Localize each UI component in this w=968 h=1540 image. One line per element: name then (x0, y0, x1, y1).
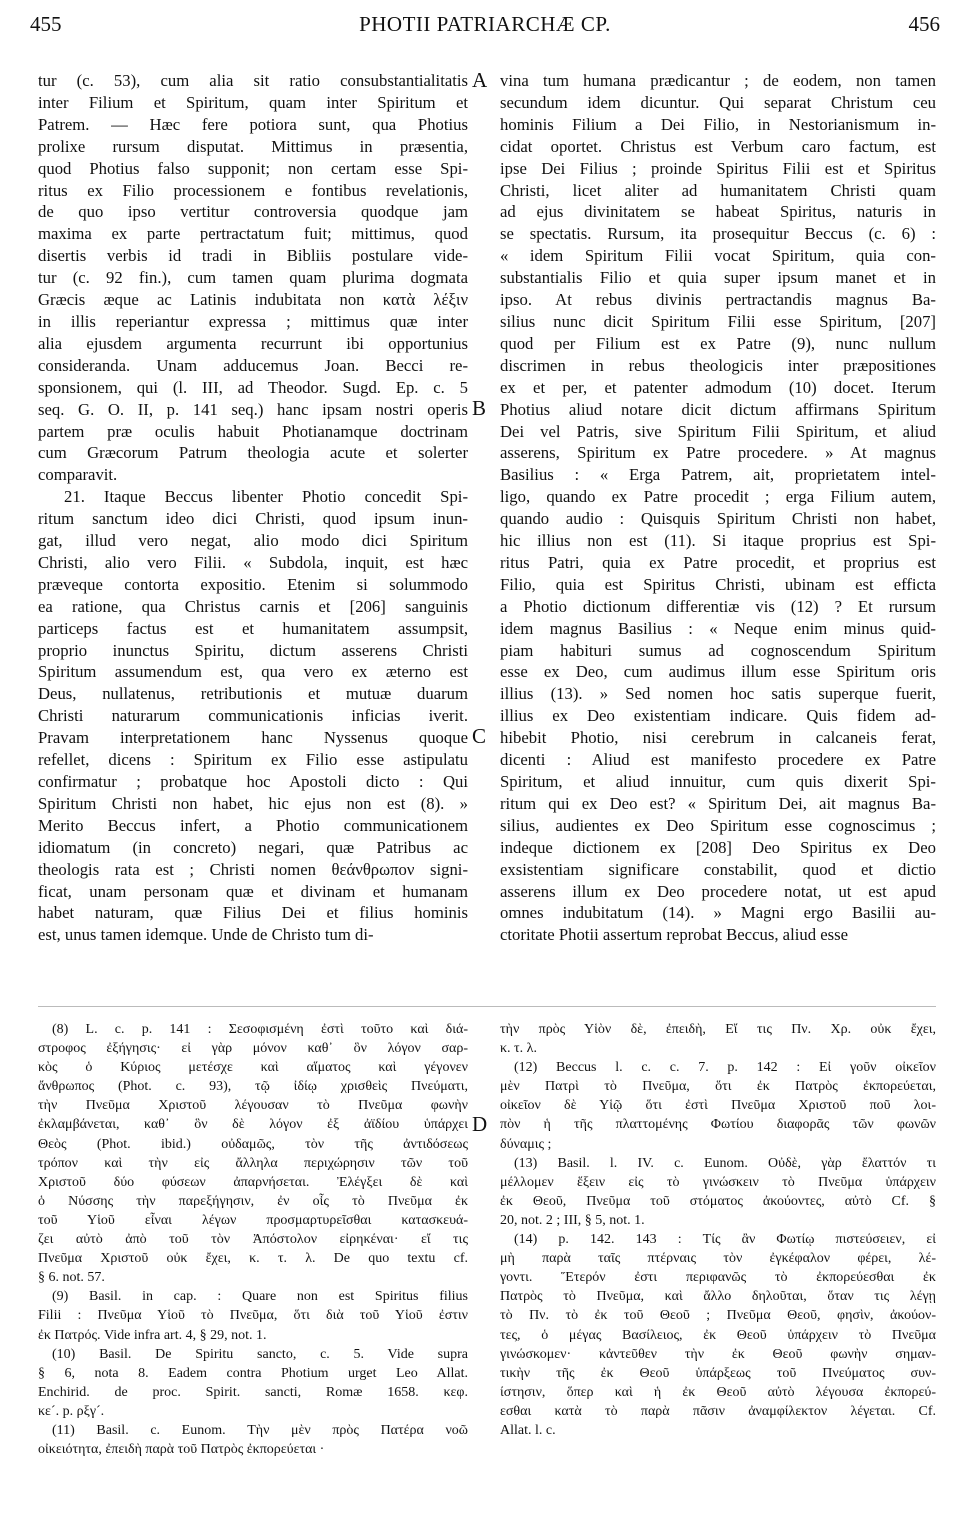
text-line: secundum idem dicuntur. Qui separat Christum ceu (500, 92, 936, 112)
text-line: hic illius non est (11). Si itaque proprius est Spi- (500, 531, 936, 551)
text-line: 20, not. 2 ; III, § 5, not. 1. (500, 1212, 645, 1228)
text-line: ζει αὐτὸ ἀπὸ τοῦ τὸν Ἀπόστολον εἰρηκέναι· εἴ τις (38, 1232, 468, 1248)
text-line: Allat. l. c. (500, 1422, 556, 1438)
text-line: (8) L. c. p. 141 : Σεσοφισμένη ἐστὶ τοῦτο καὶ διά- (52, 1022, 468, 1037)
text-line: confirmatur ; probatque hoc Apostoli dicto : Qui (38, 772, 468, 791)
section-marker-a: A (472, 68, 488, 92)
text-line: discrimen in rebus theologicis inter præpositiones (500, 355, 936, 375)
text-line: idiomatum (in concreto) negari, quæ Patribus ac (38, 837, 468, 857)
text-line: præveque contorta expositio. Etenim si solummodo (38, 574, 468, 594)
text-line: quod Photius falso supponit; non certam esse Spi- (38, 158, 468, 178)
text-line: « idem Spiritum Filii vocat Spiritum, quia con- (500, 246, 936, 266)
text-line: τὸ Πν. τὸ ἐκ τοῦ Θεοῦ ; Πνεῦμα Θεοῦ, φησὶν, ἀκούον- (500, 1308, 936, 1324)
section-marker-c: C (472, 724, 487, 748)
text-line: a Photio dictionum differentiæ vis (12) ? Et rursum (500, 596, 936, 616)
text-line: 21. Itaque Beccus libenter Photio concedit Spi- (64, 487, 468, 507)
text-line: ritum qui ex Deo est? « Spiritum Dei, ait magnus Ba- (500, 793, 936, 813)
text-line: τὴν πρὸς Υἱὸν δὲ, ἐπειδὴ, Εἴ τις Πν. Χρ. οὐκ ἔχει, (500, 1022, 936, 1037)
text-line: ἄνθρωπος (Phot. c. 93), τῷ ἰδίῳ χρισθεὶς Πνεύματι, (38, 1079, 468, 1095)
text-line: de quo ipso vertitur controversia quodque jam (38, 202, 468, 222)
text-line: Christi, alio vero Filii. « Subdola, inquit, est hæc (38, 552, 468, 572)
text-line: Merito Beccus infert, a Photio communicationem (38, 815, 468, 835)
text-line: omnes indubitatum (14). » Magni ergo Basilii au- (500, 903, 936, 923)
text-line: ίστησιν, ὅπερ καὶ ἡ ἐκ Θεοῦ αὐτὸ λέγουσα ἐκπορεύ- (500, 1384, 936, 1400)
text-line: οἰκειότητα, ἐπειδὴ παρὰ τοῦ Πατρὸς ἐκπορεύεται · (38, 1442, 325, 1458)
text-line: ὁ Νύσσης τὴν παρεξήγησιν, ἐν οἷς τὸ Πνεῦμα ἐκ (38, 1193, 468, 1209)
text-line: (13) Basil. l. IV. c. Eunom. Οὐδὲ, γὰρ ἔλαττόν τι (514, 1155, 936, 1171)
text-line: Πνεῦμα Χριστοῦ οὐκ ἔχει, κ. τ. λ. De quo textu cf. (38, 1251, 468, 1267)
text-line: alia ejusdem argumenta recurrunt ibi opportunius (38, 333, 468, 353)
text-line: se spectatis. Rursum, ita prosequitur Beccus (c. 6) : (500, 224, 936, 244)
footnote-divider (38, 1006, 936, 1007)
text-line: particeps factus est et humanitatem assumpsit, (38, 618, 468, 638)
text-line: Spiritum Christi non habet, hic ejus non est (8). » (38, 793, 468, 813)
text-line: Dei vel Patris, sive Spiritum Filii Spiritum, et aliud (500, 421, 936, 441)
text-line: κε´. p. ρξγ´. (38, 1403, 105, 1419)
text-line: ficat, unam personam quæ et divinam et humanam (38, 881, 468, 901)
text-line: prolixe rursum disputat. Mittimus in præsentia, (38, 136, 468, 156)
text-line: inter Filium et Spiritum, quam inter Spiritum et (38, 92, 468, 112)
text-line: (12) Beccus l. c. c. 7. p. 142 : Εἰ γοῦν οἰκεῖον (514, 1060, 936, 1076)
page-header (30, 12, 940, 48)
text-line: ritus ex Filio processionem e fontibus revelationis, (38, 180, 468, 200)
text-line: γινώσκομεν· κἀντεῦθεν τὴν ἐκ Θεοῦ φωνὴν σημαν- (500, 1346, 936, 1362)
text-line: ctoritate Photii assertum reprobat Beccus, aliud esse (500, 925, 849, 945)
text-line: ligo, quando ex Patre procedit ; erga Filium autem, (500, 487, 936, 507)
text-line: μέλλομεν ἕξειν εἰς τὸ γινώσκειν τὸ Πνεῦμα ὑπάρχειν (500, 1174, 936, 1190)
text-line: Photius aliud notare dicit dictum affirmans Spiritum (500, 399, 936, 419)
text-line: εσθαι κατὰ τὸ παρὰ πᾶσιν ἀναμφίλεκτον λέγεται. Cf. (500, 1403, 936, 1419)
text-line: ex et per, et patenter admodum (10) docet. Iterum (500, 377, 936, 397)
text-line: Deus, nullatenus, retributionis et mutuæ duarum (38, 684, 468, 704)
text-line: refellet, dicens : Spiritum ex Filio esse astipulatu (38, 750, 468, 770)
text-line: Pravam interpretationem hanc Nyssenus quoque (38, 728, 468, 748)
text-line: quod per Filium est ex Patre (9), nunc nullum (500, 333, 936, 353)
text-line: μὲν Πατρὶ τὸ Πνεῦμα, ὅτι ἐκ Πατρὸς ἐκπορεύεται, (500, 1079, 936, 1095)
text-line: maxima ex parte pertractatum fuit; mittimus, quod (38, 224, 468, 244)
text-line: asserens, Spiritum ex Patre procedere. » At magnus (500, 443, 936, 463)
text-line: tur (c. 92 fin.), cum tamen quam plurima dogmata (38, 268, 468, 288)
text-line: ipse Dei Filius ; proinde Spiritus Filii est et Spiritus (500, 158, 936, 178)
section-marker-b: B (472, 396, 487, 420)
text-line: § 6, nota 8. Eadem contra Photium urget Leo Allat. (38, 1365, 468, 1381)
page-number-left: 455 (30, 12, 62, 36)
text-line: Χριστοῦ δύο φύσεων ἀπαρνήσεται. Ἐλέγξει δὲ καὶ (38, 1174, 468, 1190)
text-line: Patrem. — Hæc fere potiora sunt, qua Photius (38, 114, 468, 134)
text-line: comparavit. (38, 465, 118, 485)
text-line: idem magnus Basilius : « Neque enim minus quid- (500, 618, 936, 638)
text-line: κὸς ὁ Κύριος μετέσχε καὶ αἵματος καὶ γέγονεν (38, 1060, 468, 1076)
text-line: στροφος ἐξήγησις· εἰ γὰρ μόνον καθ᾽ ὃν λόγον σαρ- (38, 1041, 468, 1057)
main-text-right-column (500, 70, 936, 946)
text-line: γοντι. Ἕτερόν ἐστι περιφανῶς τὸ ἐκπορεύεσθαι ἐκ (500, 1270, 936, 1286)
text-line: ea ratione, qua Christus carnis et [206] sanguinis (38, 596, 468, 616)
text-line: piam habituri sumus ad cognoscendum Spiritum (500, 640, 936, 660)
text-line: τες, ὁ μέγας Βασίλειος, ἐκ Θεοῦ ὑπάρχειν τὸ Πνεῦμα (500, 1327, 936, 1343)
text-line: Spiritum, et aliud innuitur, cum quis dixerit Spi- (500, 772, 936, 791)
text-line: dicenti : Aliud est manifesto procedere ex Patre (500, 750, 936, 770)
text-line: hominis Filium a Dei Filio, in Nestorianismum in- (500, 114, 936, 134)
text-line: cidat oportet. Christus est Verbum caro factum, est (500, 136, 936, 156)
text-line: τοῦ Υἱοῦ εἶναι λέγων προσμαρτυρεῖσθαι κατασκευά- (38, 1212, 468, 1228)
text-line: habet naturam, quæ Filius Dei et filius hominis (38, 903, 468, 923)
text-line: exsistentiam significare constabilit, quod et dictio (500, 859, 936, 879)
text-line: partem præ oculis habuit Photianamque doctrinam (38, 421, 468, 441)
footnotes-left-column (38, 1020, 468, 1459)
text-line: Christi naturarum communicationis inficias iverit. (38, 706, 468, 726)
text-line: ἐκλαμβάνεται, καθ᾽ ὃν δὲ λόγον ἐξ ἀϊδίου ὑπάρχει (38, 1117, 468, 1133)
text-line: Θεὸς (Phot. ibid.) οὐδαμῶς, τὸν τῆς ἀντιδόσεως (38, 1136, 468, 1152)
text-line: vina tum humana prædicantur ; de eodem, non tamen (500, 71, 936, 90)
text-line: esse ex Deo, cum audimus illum esse Spiritum oris (500, 662, 936, 682)
text-line: δύναμις ; (500, 1136, 552, 1152)
text-line: (14) p. 142. 143 : Τίς ἂν Φωτίῳ πιστεύσειεν, εἰ (514, 1232, 936, 1248)
text-line: (11) Basil. c. Eunom. Τὴν μὲν πρὸς Πατέρα νοῶ (52, 1422, 468, 1438)
text-line: seq. G. O. II, p. 141 seq.) hanc ipsam nostri operis (38, 399, 468, 419)
text-line: proprio inunctus Spiritu, dictum asserens Christi (38, 640, 468, 660)
text-line: ritus Patri, quia ex Patre procedit, et proprius est (500, 552, 936, 572)
text-line: disertis verbis id tradi in Bibliis postulare vide- (38, 246, 468, 266)
text-line: silius, audientes ex Deo Spiritum esse cognoscimus ; (500, 815, 936, 835)
footnotes-right-column (500, 1020, 936, 1440)
text-line: gat, illud vero negat, alio modo dici Spiritum (38, 531, 468, 551)
text-line: asserens illum ex Deo procedere notat, ut est apud (500, 881, 936, 901)
text-line: κ. τ. λ. (500, 1041, 537, 1057)
text-line: ritum sanctum ideo dici Christi, quod ipsum inun- (38, 509, 468, 529)
text-line: Basilius : « Erga Patrem, ait, proprietatem intel- (500, 465, 936, 485)
text-line: est, unus tamen idemque. Unde de Christo tum di- (38, 925, 374, 945)
text-line: Christi, licet aliter ad humanitatem Christi quam (500, 180, 936, 200)
text-line: Spiritum assumendum est, qua vero ex æterno est (38, 662, 468, 682)
text-line: Enchirid. de proc. Spirit. sancti, Romæ 1658. κεφ. (38, 1384, 468, 1400)
text-line: illius (13). » Sed nomen hoc satis superque fuerit, (500, 684, 936, 704)
text-line: quando audio : Quisquis Spiritum Christi non habet, (500, 509, 936, 529)
section-marker-d: D (472, 1112, 488, 1136)
text-line: ἐκ Θεοῦ, Πνεῦμα τοῦ στόματος ἀκούοντες, αὐτὸ Cf. § (500, 1193, 936, 1209)
text-line: Πατρὸς τὸ Πνεῦμα, καὶ ἄλλο δηλοῦται, ὅταν τις λέγῃ (500, 1289, 936, 1305)
text-line: theologis rata est ; Christi nomen θεάνθρωπον signi- (38, 859, 468, 879)
text-line: τρόπον καὶ τὴν εἰς ἄλληλα περιχώρησιν τῶν τοῦ (38, 1155, 468, 1171)
text-line: § 6. not. 57. (38, 1270, 105, 1286)
text-line: ἐκ Πατρός. Vide infra art. 4, § 29, not. 1. (38, 1327, 267, 1343)
text-line: silius nunc dicit Spiritum Filii esse Spiritum, [207] (500, 311, 936, 331)
text-line: πὸν ἡ τῆς πλαττομένης Φωτίου διαφορᾶς τῶν φωνῶν (500, 1117, 936, 1133)
text-line: sponsionem, qui (l. III, ad Theodor. Sugd. Ep. c. 5 (38, 377, 468, 397)
text-line: τικὴν τῆς ἐκ Θεοῦ ὑπάρξεως τοῦ Πνεύματος συν- (500, 1365, 936, 1381)
text-line: ad ejus divinitatem se habeat Spiritus, naturis in (500, 202, 936, 222)
page-number-right: 456 (908, 12, 940, 36)
text-line: consideranda. Unam adducemus Joan. Becci re- (38, 355, 468, 375)
text-line: hibebit Photio, nisi cerebrum in calcaneis ferat, (500, 728, 936, 748)
text-line: substantialis Filio et quia super ipsum manet et in (500, 268, 936, 288)
text-line: (10) Basil. De Spiritu sancto, c. 5. Vide supra (52, 1346, 468, 1362)
text-line: Græcis æque ac Latinis indubitata non κατὰ λέξιν (38, 290, 468, 310)
text-line: illius ex Deo existentiam indicare. Quis fidem ad- (500, 706, 936, 726)
text-line: Filio, quia est Spiritus Christi, ubinam est efficta (500, 574, 936, 594)
text-line: Filii : Πνεῦμα Υἱοῦ τὸ Πνεῦμα, ὅτι διὰ τοῦ Υἱοῦ ἐστιν (38, 1308, 468, 1324)
text-line: tur (c. 53), cum alia sit ratio consubstantialitatis (38, 71, 468, 90)
text-line: τὴν Πνεῦμα Χριστοῦ λέγουσαν τὸ Πνεῦμα φωνὴν (38, 1098, 468, 1114)
text-line: cum Græcorum Patrum theologia acute et solerter (38, 443, 468, 463)
text-line: οἰκεῖον δὲ Υἱῷ ὅτι ἐστὶ Πνεῦμα Χριστοῦ ποῦ λοι- (500, 1098, 936, 1114)
text-line: in illis reperiantur expressa ; mittimus quæ inter (38, 311, 468, 331)
text-line: indeque dictionem ex [208] Deo Spiritus ex Deo (500, 837, 936, 857)
text-line: μὴ παρὰ ταῖς πτέρναις τὸν ἐγκέφαλον φέρει, λέ- (500, 1251, 936, 1267)
running-title: PHOTII PATRIARCHÆ CP. (359, 12, 611, 36)
text-line: ipso. At rebus divinis pertractandis magnus Ba- (500, 290, 936, 310)
main-text-left-column (38, 70, 468, 946)
text-line: (9) Basil. in cap. : Quare non est Spiritus filius (52, 1289, 468, 1305)
